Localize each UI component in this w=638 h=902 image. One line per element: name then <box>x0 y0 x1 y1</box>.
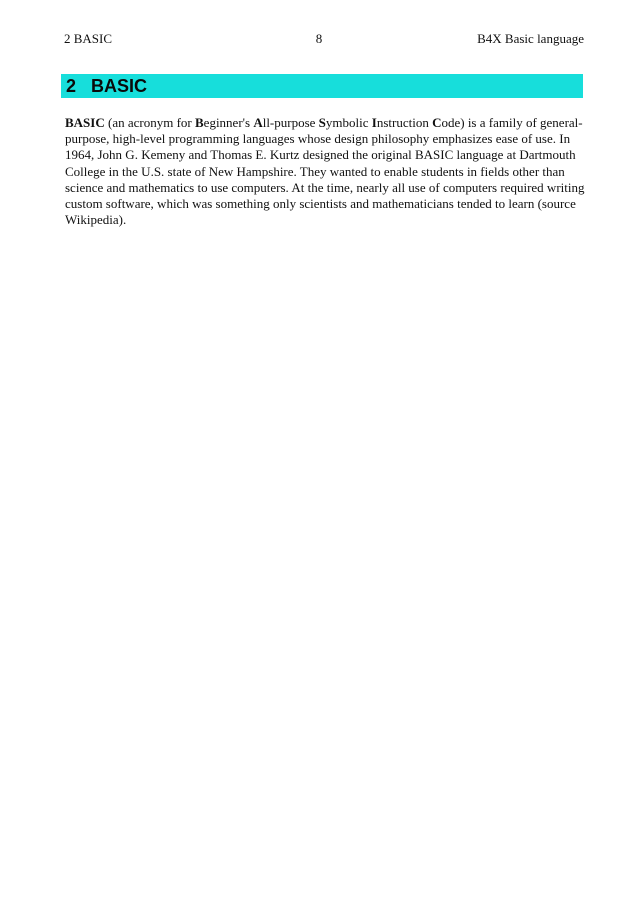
para-text-3: ll-purpose <box>262 115 319 130</box>
running-header <box>64 29 584 49</box>
term-basic: BASIC <box>65 115 105 130</box>
acronym-letter-a: A <box>253 115 263 130</box>
acronym-letter-c: C <box>432 115 442 130</box>
chapter-heading-bar <box>61 74 583 98</box>
para-text-6: ode) is a family of general-purpose, high-level programming languages whose design philosophy emphasizes ease of use. In 1964, John G. Kemeny and Thomas E. Kurtz designed the original BASIC language at Dartmouth College in the U.S. state of New Hampshire. They wanted to enable students in fields other than science and mathematics to use computers. At the time, nearly all use of computers required writing custom software, which was something only scientists and mathematicians tended to learn (source Wikipedia). <box>65 115 585 228</box>
acronym-letter-b: B <box>195 115 204 130</box>
acronym-letter-s: S <box>318 115 326 130</box>
para-text-2: eginner's <box>203 115 254 130</box>
para-text-4: ymbolic <box>325 115 372 130</box>
chapter-title: 2 BASIC <box>66 76 148 96</box>
header-document-title: B4X Basic language <box>477 31 584 46</box>
para-text-5: nstruction <box>376 115 433 130</box>
acronym-letter-i: I <box>371 115 377 130</box>
header-chapter-label: 2 BASIC <box>64 31 113 46</box>
header-page-number: 8 <box>315 31 323 46</box>
intro-paragraph <box>65 115 585 228</box>
para-text-1: (an acronym for <box>104 115 195 130</box>
